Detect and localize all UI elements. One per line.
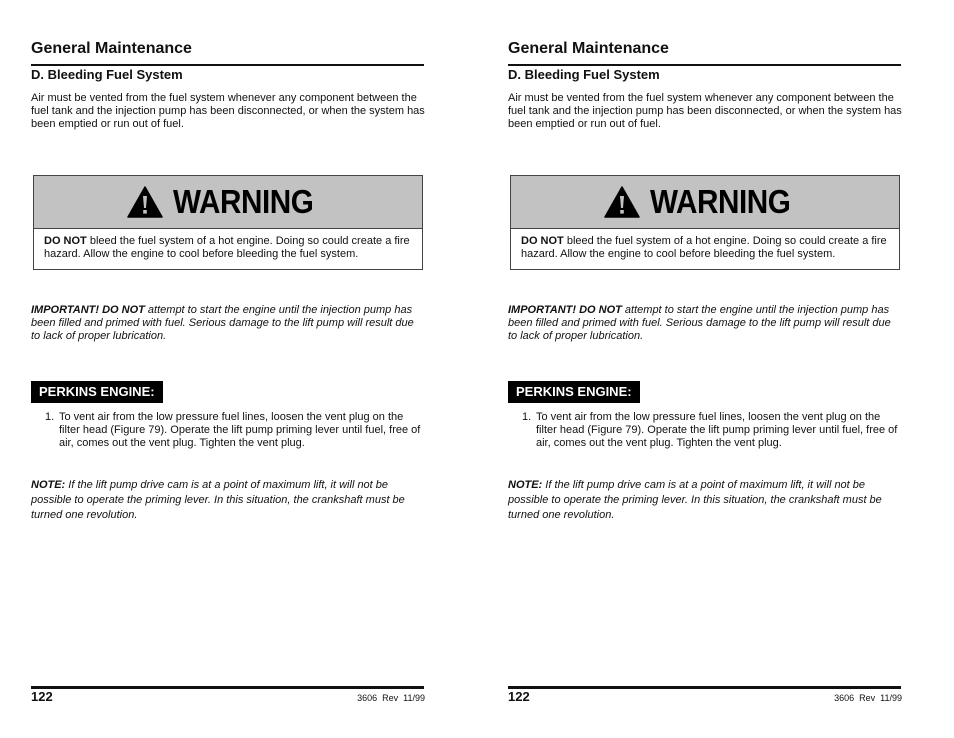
important-notice (508, 304, 902, 343)
note-lead: NOTE: (508, 479, 543, 491)
note (31, 478, 425, 523)
warning-text: bleed the fuel system of a hot engine. Doing so could create a fire hazard. Allow the engine to cool before bleeding the fuel system. (521, 235, 887, 260)
step-number: 1. (45, 411, 55, 423)
important-text: attempt to start the engine until the injection pump has been filled and primed with fuel. Serious damage to the lift pump will result due to lack of proper lubrication. (31, 304, 414, 342)
footer-rule (508, 686, 901, 689)
warning-triangle-icon (604, 186, 640, 218)
warning-header (34, 176, 422, 229)
warning-lead: DO NOT (521, 235, 564, 247)
warning-title: WARNING (173, 183, 314, 220)
page-number: 122 (31, 689, 53, 704)
warning-body (511, 229, 899, 261)
step-text: To vent air from the low pressure fuel lines, loosen the vent plug on the filter head (Figure 79). Operate the lift pump priming lever until fuel, free of air, comes out the vent plug. Tighten the vent plug. (536, 411, 898, 449)
important-notice (31, 304, 425, 343)
page-number: 122 (508, 689, 530, 704)
document-id: 3606 Rev 11/99 (834, 693, 902, 703)
step-item (522, 411, 902, 450)
warning-box (510, 175, 900, 270)
subsection-title: D. Bleeding Fuel System (31, 67, 183, 82)
note-text: If the lift pump drive cam is at a point of maximum lift, it will not be possible to operate the priming lever. In this situation, the crankshaft must be turned one revolution. (31, 479, 405, 521)
warning-lead: DO NOT (44, 235, 87, 247)
section-title: General Maintenance (508, 40, 669, 57)
step-item (45, 411, 425, 450)
warning-header (511, 176, 899, 229)
page-right (508, 0, 902, 738)
title-rule (508, 64, 901, 66)
note-lead: NOTE: (31, 479, 66, 491)
intro-paragraph: Air must be vented from the fuel system whenever any component between the fuel tank and the injection pump has been disconnected, or when the system has been emptied or run out of fuel. (508, 92, 902, 130)
engine-label: PERKINS ENGINE: (508, 381, 640, 403)
warning-triangle-icon (127, 186, 163, 218)
warning-title: WARNING (650, 183, 791, 220)
note (508, 478, 902, 523)
title-rule (31, 64, 424, 66)
warning-box (33, 175, 423, 270)
engine-label: PERKINS ENGINE: (31, 381, 163, 403)
note-text: If the lift pump drive cam is at a point of maximum lift, it will not be possible to operate the priming lever. In this situation, the crankshaft must be turned one revolution. (508, 479, 882, 521)
page-left (31, 0, 425, 738)
important-text: attempt to start the engine until the injection pump has been filled and primed with fuel. Serious damage to the lift pump will result due to lack of proper lubrication. (508, 304, 891, 342)
section-title: General Maintenance (31, 40, 192, 57)
step-text: To vent air from the low pressure fuel lines, loosen the vent plug on the filter head (Figure 79). Operate the lift pump priming lever until fuel, free of air, comes out the vent plug. Tighten the vent plug. (59, 411, 421, 449)
step-number: 1. (522, 411, 532, 423)
warning-body (34, 229, 422, 261)
footer-rule (31, 686, 424, 689)
important-lead: IMPORTANT! DO NOT (31, 304, 145, 316)
subsection-title: D. Bleeding Fuel System (508, 67, 660, 82)
intro-paragraph: Air must be vented from the fuel system whenever any component between the fuel tank and the injection pump has been disconnected, or when the system has been emptied or run out of fuel. (31, 92, 425, 130)
document-id: 3606 Rev 11/99 (357, 693, 425, 703)
warning-text: bleed the fuel system of a hot engine. Doing so could create a fire hazard. Allow the engine to cool before bleeding the fuel system. (44, 235, 410, 260)
important-lead: IMPORTANT! DO NOT (508, 304, 622, 316)
